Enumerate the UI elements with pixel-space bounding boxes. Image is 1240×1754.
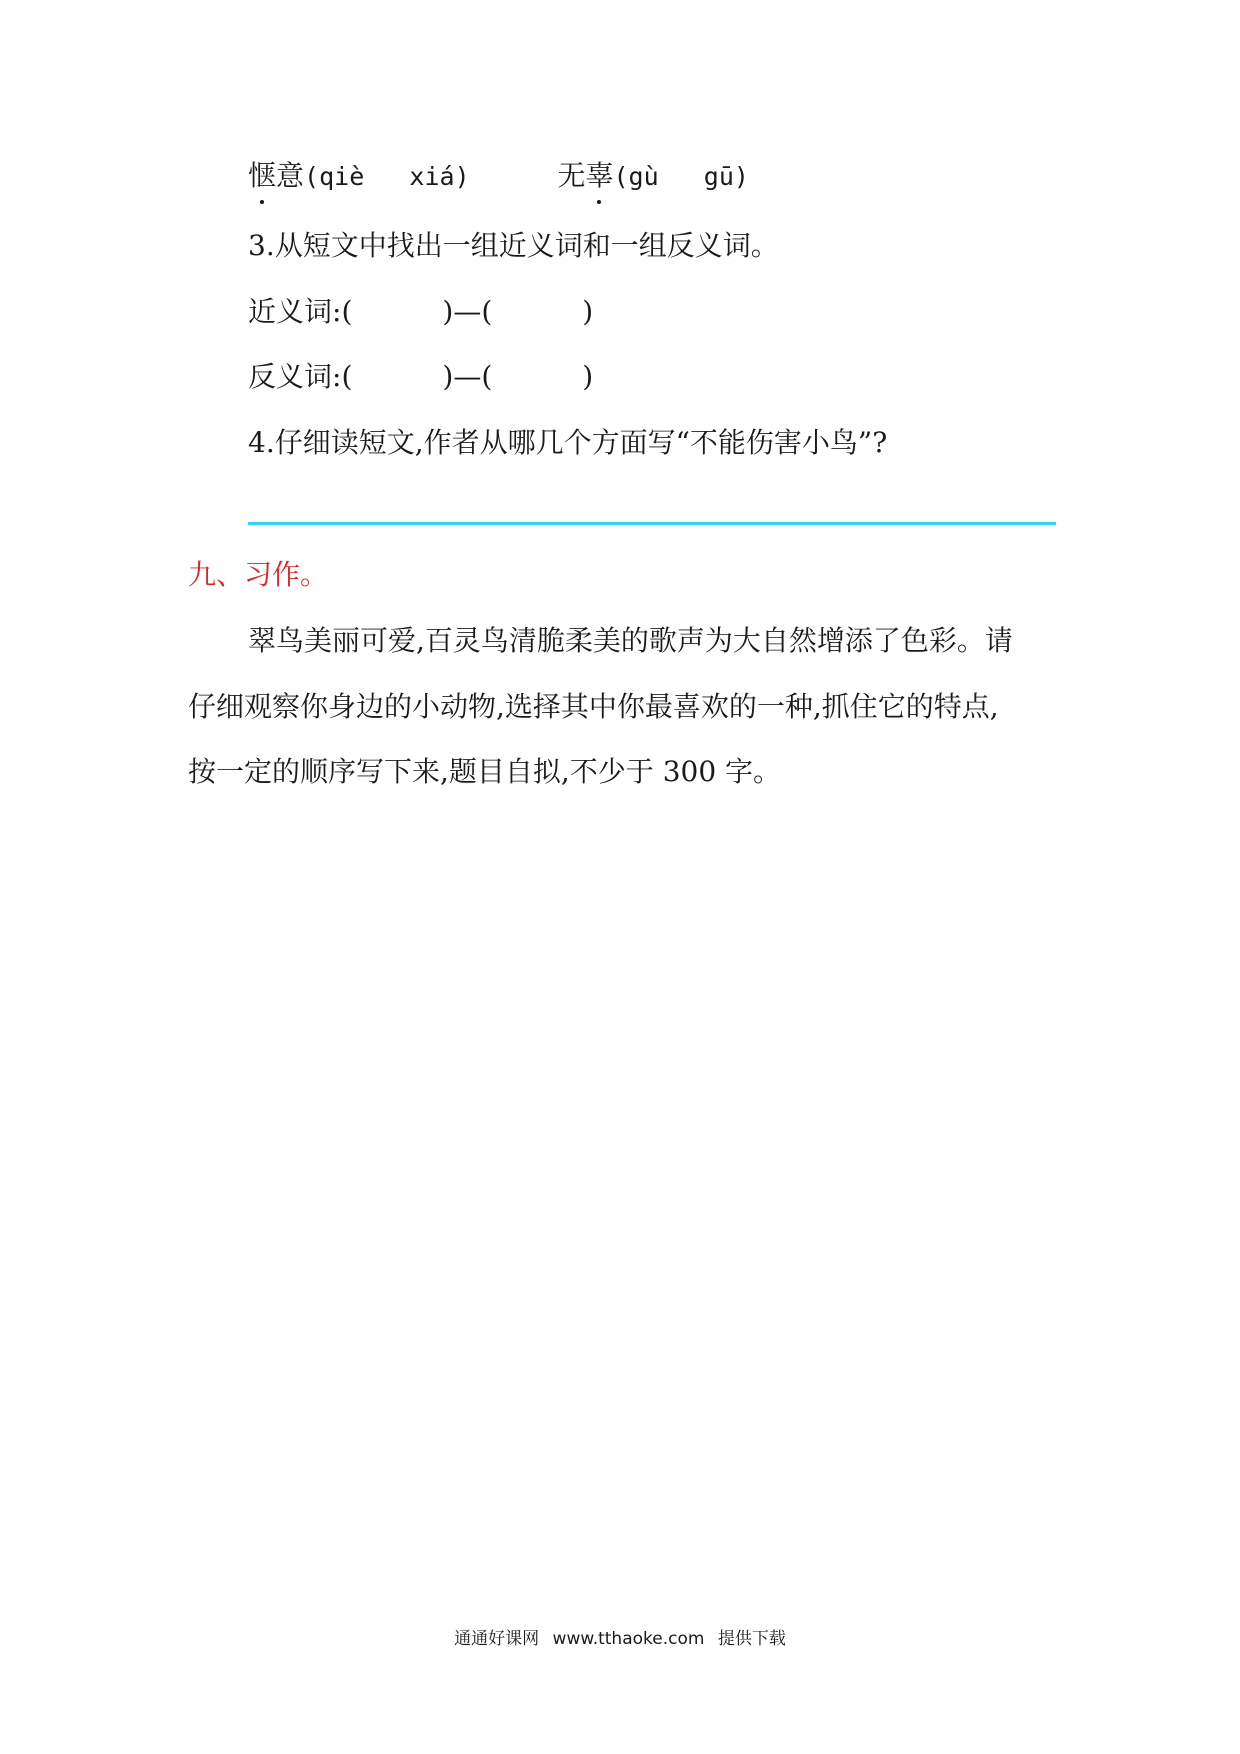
question-4-prompt: 4.仔细读短文,作者从哪几个方面写“不能伤害小鸟”? [248,426,888,459]
synonym-label: 近义词: [248,295,342,328]
paren-open: ( [341,360,353,393]
dash: — [453,360,482,393]
paren-open: ( [341,295,353,328]
essay-prompt-line-3: 按一定的顺序写下来,题目自拟,不少于 300 字。 [188,755,782,788]
word-first: 无 [557,159,586,192]
footer [0,1626,1240,1652]
dash: — [453,295,482,328]
pinyin-option-b[interactable]: gū [703,162,734,191]
footer-url[interactable]: www.tthaoke.com [552,1629,705,1649]
answer-line[interactable] [248,522,1056,525]
pinyin-item-2 [557,159,749,192]
dotted-char: 惬 [248,156,276,196]
section-9-heading: 九、习作。 [188,558,329,591]
footer-site-name: 通通好课网 [454,1629,540,1649]
antonym-label: 反义词: [248,360,342,393]
pinyin-option-b[interactable]: xiá [409,162,455,191]
pinyin-item-1 [248,159,479,192]
synonym-row [248,292,593,332]
essay-prompt-line-2: 仔细观察你身边的小动物,选择其中你最喜欢的一种,抓住它的特点, [188,690,999,723]
paren-close: ) [582,360,594,393]
paren-close: ) [442,295,454,328]
footer-suffix: 提供下载 [717,1629,786,1649]
essay-prompt-line-1: 翠鸟美丽可爱,百灵鸟清脆柔美的歌声为大自然增添了色彩。请 [248,624,1013,657]
paren-close: ) [442,360,454,393]
pinyin-options: (gù gū) [613,162,749,191]
word-rest: 意 [276,159,305,192]
paren-open: ( [481,295,493,328]
dotted-char: 辜 [585,156,613,196]
antonym-row [248,357,593,397]
question-3-prompt: 3.从短文中找出一组近义词和一组反义词。 [248,229,779,262]
paren-open: ( [481,360,493,393]
pinyin-option-a[interactable]: qiè [319,162,365,191]
pinyin-option-a[interactable]: gù [628,162,659,191]
paren-close: ) [582,295,594,328]
pinyin-row [248,156,749,197]
pinyin-options: (qiè xiá) [304,162,470,191]
